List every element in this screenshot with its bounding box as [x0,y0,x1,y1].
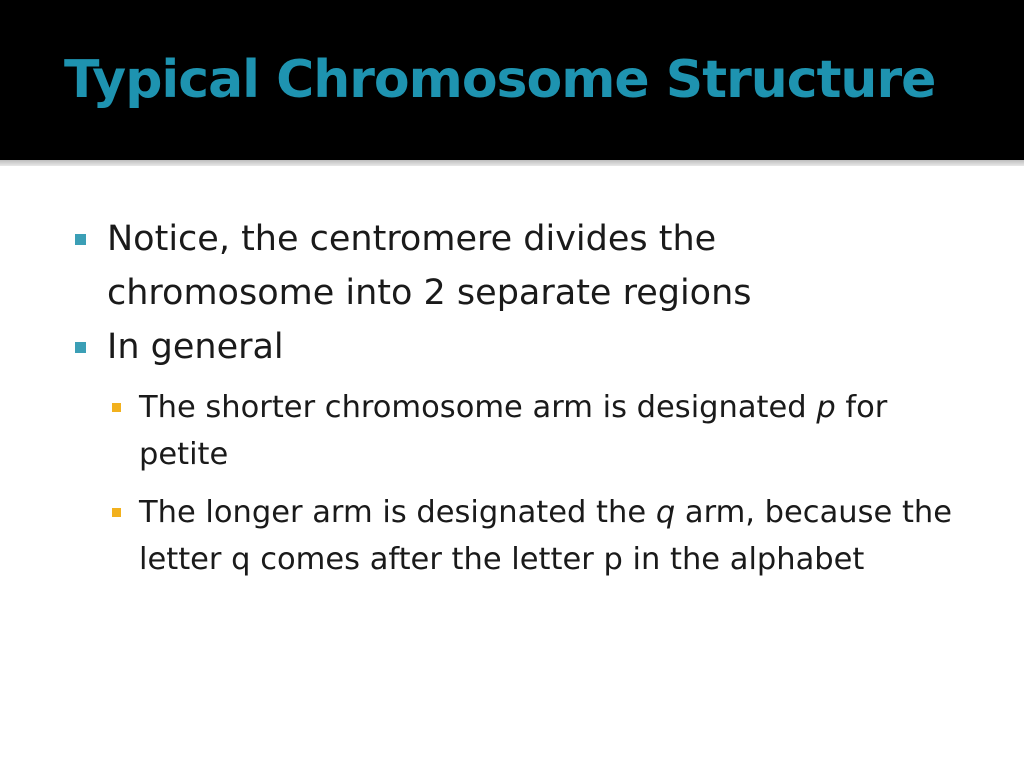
square-sub-bullet-icon [112,403,121,412]
sub-bullet-item [139,489,954,583]
bullet-text: Notice, the centromere divides the chromosome into 2 separate regions [107,219,752,313]
sub-bullet-text: The shorter chromosome arm is designated [139,390,817,425]
square-bullet-icon [75,234,86,245]
square-sub-bullet-icon [112,508,121,517]
bullet-item [107,212,867,320]
p-arm-letter: p [816,390,836,425]
sub-bullet-text: arm, because the letter q comes after the letter p in the alphabet [139,495,952,577]
q-arm-letter: q [655,495,676,530]
slide-title: Typical Chromosome Structure [64,50,936,110]
bullet-text: In general [107,327,284,367]
sub-bullet-text: The longer arm is designated the [139,495,656,530]
sub-bullet-item [139,384,954,478]
square-bullet-icon [75,342,86,353]
sub-bullet-text: for petite [139,390,888,472]
bullet-item [107,320,867,374]
